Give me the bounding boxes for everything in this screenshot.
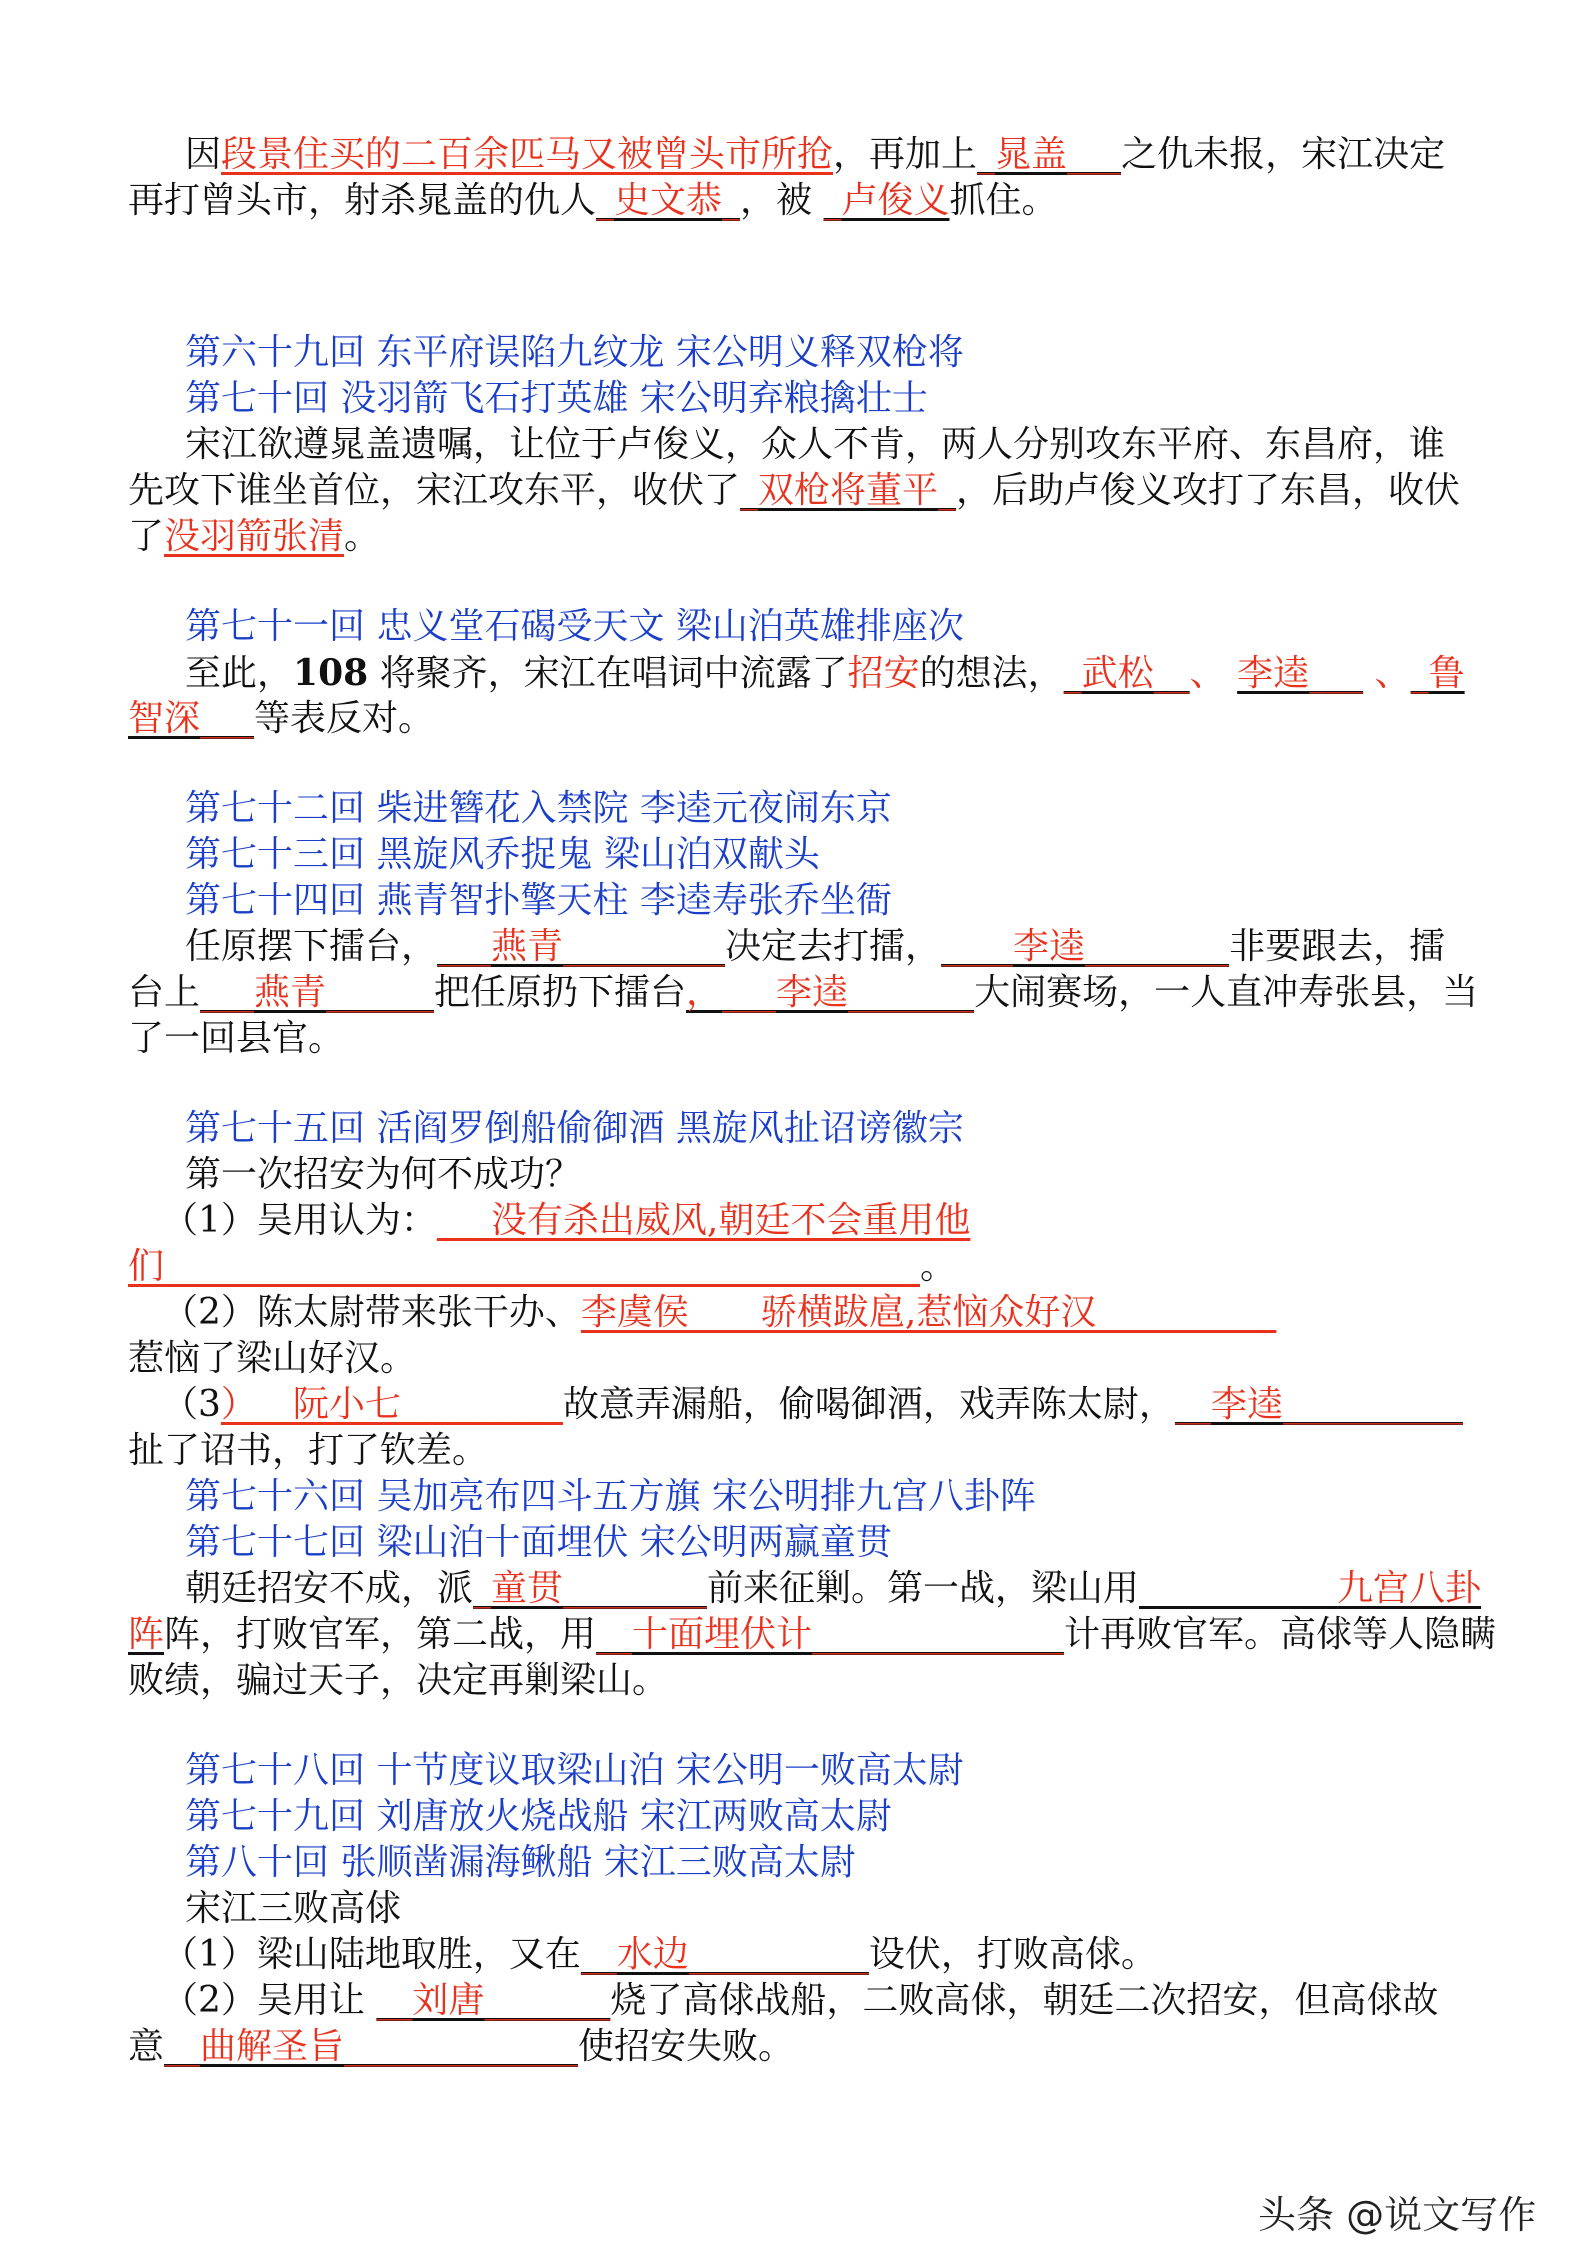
text: 台上: [128, 972, 201, 1013]
text-line: [185, 1566, 1565, 1612]
answer-line: [162, 1382, 1542, 1428]
text-line: [128, 696, 1508, 742]
fill-answer: ____李逵________: [941, 926, 1230, 967]
fill-answer: _童贯________: [473, 1568, 708, 1609]
text-line: [185, 650, 1565, 697]
text: 设伏，打败高俅。: [868, 1934, 1157, 1975]
fill-answer: ___燕青_________: [437, 926, 726, 967]
text-line: 惹恼了梁山好汉。: [128, 1338, 417, 1379]
fill-answer: _双枪将董平_: [740, 470, 957, 511]
answer-line: [162, 1198, 1542, 1244]
text: 计再败官军。高俅等人隐瞒: [1064, 1614, 1497, 1655]
text: 再打曾头市，射杀晁盖的仇人: [128, 180, 597, 221]
fill-answer: 阵: [128, 1614, 165, 1655]
text-line: [128, 178, 1508, 224]
text-line: [128, 468, 1508, 514]
fill-answer: __刘唐_______: [376, 1980, 611, 2021]
text: 的想法，: [919, 653, 1064, 694]
text: 等表反对。: [254, 698, 435, 739]
text-line: [128, 970, 1508, 1016]
watermark: 头条 @说文写作: [1258, 2193, 1537, 2237]
text-line: 扯了诏书，打了钦差。: [128, 1430, 489, 1471]
fill-answer: __十面埋伏计______________: [596, 1614, 1065, 1655]
fill-answer: _卢俊义: [823, 180, 950, 221]
text: （1）吴用认为：: [162, 1200, 437, 1241]
fill-answer: 李逵___: [1237, 653, 1364, 694]
text: 将聚齐，宋江在唱词中流露了: [368, 653, 848, 694]
answer-red: ）__阮小七_________: [220, 1384, 563, 1425]
fill-answer: ___燕青______: [200, 972, 435, 1013]
text: 非要跟去，擂: [1229, 926, 1446, 967]
text: 意: [128, 2026, 165, 2067]
chapter-heading: 第七十回 没羽箭飞石打英雄 宋公明弃粮擒壮士: [185, 378, 928, 419]
answer-line: [128, 2024, 1508, 2070]
separator: 、: [1363, 653, 1411, 694]
text: 至此，: [185, 653, 294, 694]
text: 决定去打擂，: [725, 926, 942, 967]
text: 故意弄漏船，偷喝御酒，戏弄陈太尉，: [562, 1384, 1175, 1425]
fill-answer: _晁盖___: [977, 134, 1122, 175]
chapter-heading: 第七十九回 刘唐放火烧战船 宋江两败高太尉: [185, 1796, 892, 1837]
text: 使招安失败。: [578, 2026, 795, 2067]
highlight-red: 招安: [847, 653, 920, 694]
text: 了: [128, 516, 165, 557]
text: 抓住。: [949, 180, 1058, 221]
chapter-heading: 第六十九回 东平府误陷九纹龙 宋公明义释双枪将: [185, 332, 964, 373]
subheading: 宋江三败高俅: [185, 1888, 402, 1929]
text: 任原摆下擂台，: [185, 926, 438, 967]
text: 阵，打败官军，第二战，用: [164, 1614, 597, 1655]
text: 朝廷招安不成，派: [185, 1568, 474, 1609]
question: 第一次招安为何不成功？: [185, 1154, 582, 1195]
text: （3: [162, 1384, 221, 1425]
fill-answer: 智深___: [128, 698, 255, 739]
number-bold: 108: [293, 652, 369, 694]
text: ，再加上: [833, 134, 978, 175]
answer-line: [162, 1932, 1542, 1978]
answer-line: [162, 1978, 1542, 2024]
text: 。: [344, 516, 381, 557]
text: 。: [920, 1246, 957, 1287]
text: （2）陈太尉带来张干办、: [162, 1292, 581, 1333]
answer-red: 没羽箭张清: [164, 516, 345, 557]
chapter-heading: 第七十七回 梁山泊十面埋伏 宋公明两赢童贯: [185, 1522, 892, 1563]
chapter-heading: 第七十六回 吴加亮布四斗五方旗 宋公明排九宫八卦阵: [185, 1476, 1036, 1517]
fill-answer: _史文恭_: [596, 180, 741, 221]
fill-answer: _鲁: [1410, 653, 1465, 694]
text-line: 宋江欲遵晁盖遗嘱，让位于卢俊义，众人不肯，两人分别攻东平府、东昌府，谁: [185, 424, 1446, 465]
text-line: [185, 924, 1565, 970]
text: （2）吴用让: [162, 1980, 377, 2021]
chapter-heading: 第七十三回 黑旋风乔捉鬼 梁山泊双献头: [185, 834, 820, 875]
text-line: 了一回县官。: [128, 1018, 345, 1059]
chapter-heading: 第七十一回 忠义堂石碣受天文 梁山泊英雄排座次: [185, 606, 964, 647]
fill-answer: __李逵__________: [1174, 1384, 1463, 1425]
text: 之仇未报，宋江决定: [1121, 134, 1446, 175]
separator: 、: [1189, 653, 1238, 694]
chapter-heading: 第八十回 张顺凿漏海鳅船 宋江三败高太尉: [185, 1842, 856, 1883]
text-line: [128, 1612, 1508, 1658]
text-line: [128, 514, 1508, 560]
fill-answer: ，___李逵_______: [686, 972, 975, 1013]
fill-answer: __水边__________: [580, 1934, 869, 1975]
answer-line: [162, 1290, 1542, 1336]
answer-red: ___没有杀出威风,朝廷不会重用他: [436, 1200, 971, 1241]
text: 把任原扔下擂台: [434, 972, 687, 1013]
answer-red: 李虞侯____骄横跋扈,惹恼众好汉__________: [580, 1292, 1277, 1333]
text-line: 败绩，骗过天子，决定再剿梁山。: [128, 1660, 669, 1701]
answer-red: 们__________________________________________: [128, 1246, 920, 1287]
chapter-heading: 第七十四回 燕青智扑擎天柱 李逵寿张乔坐衙: [185, 880, 892, 921]
text-line: [185, 132, 1565, 178]
chapter-heading: 第七十八回 十节度议取梁山泊 宋公明一败高太尉: [185, 1750, 964, 1791]
text: 因: [185, 134, 222, 175]
text: 先攻下谁坐首位，宋江攻东平，收伏了: [128, 470, 741, 511]
text: 前来征剿。第一战，梁山用: [707, 1568, 1140, 1609]
text: 烧了高俅战船，二败高俅，朝廷二次招安，但高俅故: [610, 1980, 1439, 2021]
fill-answer: _武松__: [1063, 653, 1190, 694]
text: 大闹赛场，一人直冲寿张县，当: [974, 972, 1479, 1013]
chapter-heading: 第七十五回 活阎罗倒船偷御酒 黑旋风扯诏谤徽宗: [185, 1108, 964, 1149]
blank: ___________: [1139, 1568, 1338, 1609]
fill-answer: 九宫八卦: [1337, 1568, 1482, 1609]
text: ，后助卢俊义攻打了东昌，收伏: [956, 470, 1461, 511]
answer-red: 段景住买的二百余匹马又被曾头市所抢: [221, 134, 834, 175]
fill-answer: __曲解圣旨_____________: [164, 2026, 579, 2067]
chapter-heading: 第七十二回 柴进簪花入禁院 李逵元夜闹东京: [185, 788, 892, 829]
text: （1）梁山陆地取胜，又在: [162, 1934, 581, 1975]
answer-line: [128, 1244, 1508, 1290]
text: ，被: [740, 180, 824, 221]
